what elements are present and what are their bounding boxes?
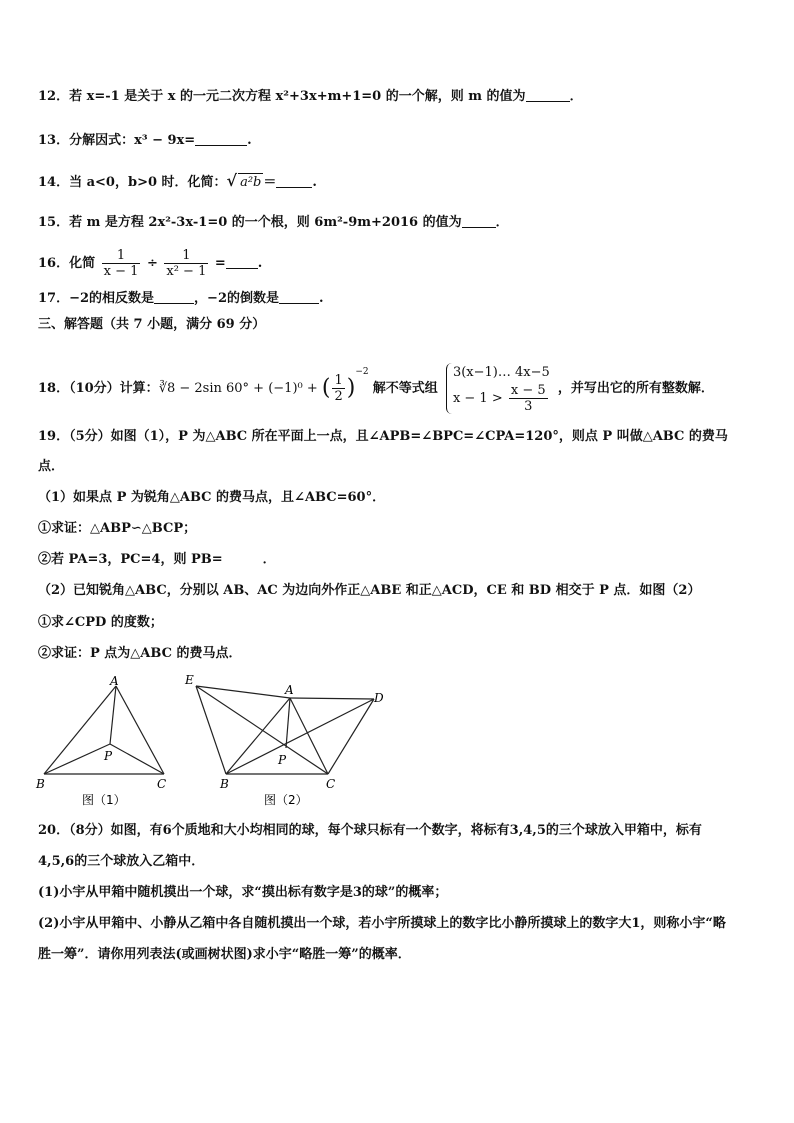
paren-open: ( (321, 375, 331, 401)
question-text: 化简 (69, 256, 96, 271)
label-a-fig2: A (285, 683, 294, 697)
denominator: 2 (334, 389, 343, 404)
question-16 (38, 244, 764, 284)
question-number: 13． (38, 133, 70, 148)
question-text: 若 x=-1 是关于 x 的一元二次方程 x²+3x+m+1=0 的一个解，则 m 的值为 (69, 89, 526, 104)
fraction-1 (102, 248, 141, 279)
punctuation: . (312, 175, 317, 190)
question-20-line: (2)小宇从甲箱中、小静从乙箱中各自随机摸出一个球，若小宇所摸球上的数字比小静所摸球上的数字大1，则称小宇“略 (38, 916, 726, 931)
question-text: ，并写出它的所有整数解． (557, 381, 714, 396)
inequality-2 (453, 383, 550, 414)
punctuation: . (247, 133, 252, 148)
question-19-line: （1）如果点 P 为锐角△ABC 的费马点，且∠ABC=60°． (38, 490, 386, 505)
question-number: 18． (38, 381, 70, 396)
edge-ec (196, 686, 328, 774)
question-text: ②若 PA=3，PC=4，则 PB= (38, 552, 223, 567)
answer-blank[interactable] (195, 132, 247, 146)
caption-fig2: 图（2） (264, 793, 308, 807)
question-19-line: 点． (38, 459, 65, 474)
edge-eb (196, 686, 226, 774)
question-14 (38, 172, 764, 192)
edge-bp (44, 744, 110, 774)
question-13 (38, 132, 764, 150)
question-19-line: ①求∠CPD 的度数； (38, 615, 163, 630)
numerator: 1 (334, 373, 343, 388)
inequality-left: x − 1 > (452, 391, 507, 406)
answer-blank[interactable] (526, 88, 570, 102)
edge-ea (196, 686, 290, 698)
question-text: −2的相反数是 (69, 291, 155, 306)
numerator: 1 (102, 248, 141, 264)
fraction (509, 383, 548, 414)
question-19-line: 19．（5分）如图（1），P 为△ABC 所在平面上一点，且∠APB=∠BPC=∠CPA=120°，则点 P 叫做△ABC 的费马 (38, 429, 728, 444)
question-19-line: ②求证：P 点为△ABC 的费马点． (38, 646, 242, 661)
question-text: ，−2的倒数是 (194, 291, 279, 306)
punctuation: ． (495, 215, 509, 230)
punctuation: ． (262, 552, 276, 567)
section-title: 三、解答题（共 7 小题，满分 69 分） (38, 317, 266, 332)
question-text: 分解因式：x³ − 9x= (69, 133, 196, 148)
question-18 (38, 342, 764, 419)
label-b-fig2: B (220, 777, 229, 791)
edge-ad (290, 698, 374, 699)
fraction-half (332, 373, 344, 404)
edge-db (226, 699, 374, 774)
geometry-figures (30, 670, 400, 810)
radicand: a²b (240, 175, 262, 190)
caption-fig1: 图（1） (82, 793, 126, 807)
punctuation: . (257, 256, 263, 271)
fraction-2 (164, 248, 208, 279)
inequality-system (446, 363, 550, 414)
label-e-fig2: E (185, 673, 194, 687)
expression: ∛8 − 2sin 60° + (−1)⁰ + (158, 381, 322, 396)
answer-blank[interactable] (223, 552, 263, 565)
label-a-fig1: A (110, 674, 119, 688)
exponent: −2 (355, 367, 369, 377)
question-20-line: 胜一筹”．请你用列表法(或画树状图)求小宇“略胜一筹”的概率． (38, 947, 411, 962)
answer-blank[interactable] (276, 174, 312, 188)
numerator: x − 5 (510, 383, 546, 398)
answer-blank[interactable] (154, 290, 194, 304)
question-number: 15． (38, 215, 70, 230)
question-20-line: 20．（8分）如图，有6个质地和大小均相同的球，每个球只标有一个数字，将标有3,4,5的三个球放入甲箱中，标有 (38, 823, 702, 838)
denominator: x − 1 (103, 264, 139, 279)
question-text: 若 m 是方程 2x²-3x-1=0 的一个根，则 6m²-9m+2016 的值为 (69, 215, 462, 230)
edge-ap (110, 686, 116, 744)
question-15 (38, 214, 764, 232)
question-score: （10分）计算： (69, 381, 159, 396)
question-19-line: ①求证：△ABP∽△BCP； (38, 521, 197, 536)
label-c-fig1: C (157, 777, 167, 791)
answer-blank[interactable] (279, 290, 319, 304)
question-20-line: 4,5,6的三个球放入乙箱中． (38, 854, 205, 869)
question-number: 12． (38, 89, 70, 104)
label-p-fig2: P (278, 753, 287, 767)
label-c-fig2: C (326, 777, 336, 791)
edge-ap (286, 698, 290, 748)
punctuation: ． (569, 89, 583, 104)
paren-close: ) (346, 375, 356, 401)
sqrt-icon: √ (226, 171, 238, 190)
question-17 (38, 290, 764, 308)
label-b-fig1: B (36, 777, 45, 791)
answer-blank[interactable] (462, 214, 496, 228)
question-number: 14． (38, 175, 70, 190)
denominator: x² − 1 (166, 264, 207, 279)
equals: = (214, 256, 226, 271)
question-text: 解不等式组 (372, 381, 438, 396)
question-number: 16． (38, 256, 70, 271)
punctuation: . (319, 291, 324, 306)
question-number: 17． (38, 291, 70, 306)
divide-operator: ÷ (146, 256, 158, 271)
numerator: 1 (164, 248, 208, 264)
denominator: 3 (524, 399, 533, 414)
question-20-line: (1)小宇从甲箱中随机摸出一个球，求“摸出标有数字是3的球”的概率； (38, 885, 448, 900)
answer-blank[interactable] (226, 255, 258, 269)
label-p-fig1: P (104, 749, 113, 763)
question-19-line (38, 551, 764, 569)
label-d-fig2: D (374, 691, 384, 705)
question-12 (38, 88, 764, 106)
edge-ac (290, 698, 328, 774)
question-19-line: （2）已知锐角△ABC，分别以 AB、AC 为边向外作正△ABE 和正△ACD，CE 和 BD 相交于 P 点．如图（2） (38, 583, 701, 598)
question-text: 当 a<0，b>0 时．化简： (69, 175, 227, 190)
inequality-1: 3(x−1)… 4x−5 (452, 365, 550, 380)
equals: ＝ (263, 175, 277, 190)
